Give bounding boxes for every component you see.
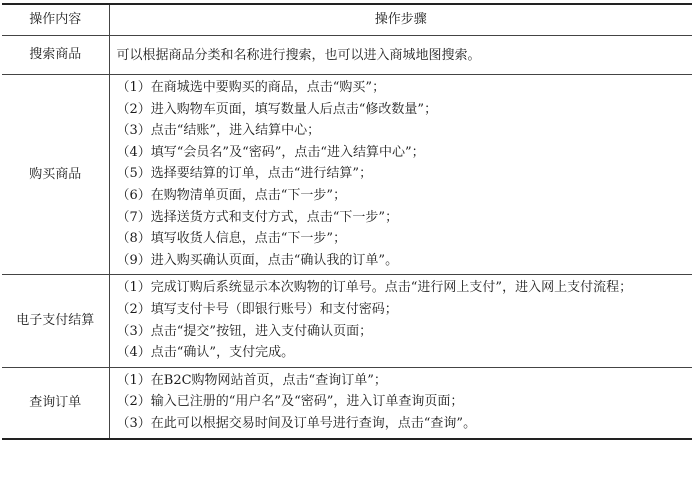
step-line: （5）选择要结算的订单，点击“进行结算”； [116, 166, 373, 182]
table-header-row [2, 4, 692, 36]
header-steps: 操作步骤 [109, 4, 692, 36]
table-row-payment [2, 275, 692, 367]
operations-table-container [2, 3, 692, 440]
steps-cell [109, 75, 692, 275]
step-line: （3）点击“结账”，进入结算中心； [116, 123, 321, 139]
step-line: （4）填写“会员名”及“密码”，点击“进入结算中心”； [116, 144, 425, 160]
step-line: （6）在购物清单页面，点击“下一步”； [116, 187, 347, 203]
step-line: （3）在此可以根据交易时间及订单号进行查询，点击“查询”。 [116, 415, 477, 431]
steps-cell [109, 36, 692, 75]
header-operation: 操作内容 [2, 4, 109, 36]
step-line: （7）选择送货方式和支付方式，点击“下一步”； [116, 209, 399, 225]
step-line: （8）填写收货人信息，点击“下一步”； [116, 231, 347, 247]
step-line: （3）点击“提交”按钮，进入支付确认页面； [116, 323, 373, 339]
operation-name: 购买商品 [2, 75, 109, 275]
table-row-search [2, 36, 692, 75]
step-line: （1）在商城选中要购买的商品，点击“购买”； [116, 80, 386, 95]
steps-cell [109, 275, 692, 367]
operation-name: 搜索商品 [2, 36, 109, 75]
steps-cell [109, 367, 692, 438]
operation-name: 电子支付结算 [2, 275, 109, 367]
step-line: （9）进入购买确认页面，点击“确认我的订单”。 [116, 252, 399, 268]
table-row-query [2, 367, 692, 438]
step-line: （2）进入购物车页面，填写数量人后点击“修改数量”； [116, 101, 438, 117]
step-line: （4）点击“确认”，支付完成。 [116, 345, 295, 361]
step-line: 可以根据商品分类和名称进行搜索，也可以进入商城地图搜索。 [116, 48, 481, 64]
step-line: （2）填写支付卡号（即银行账号）和支付密码； [116, 301, 398, 317]
step-line: （2）输入已注册的“用户名”及“密码”，进入订单查询页面； [116, 394, 464, 410]
operation-name: 查询订单 [2, 367, 109, 438]
operations-table [2, 3, 692, 440]
step-line: （1）在B2C购物网站首页，点击“查询订单”； [116, 372, 387, 388]
table-row-purchase [2, 75, 692, 275]
step-line: （1）完成订购后系统显示本次购物的订单号。点击“进行网上支付”，进入网上支付流程； [116, 280, 633, 296]
